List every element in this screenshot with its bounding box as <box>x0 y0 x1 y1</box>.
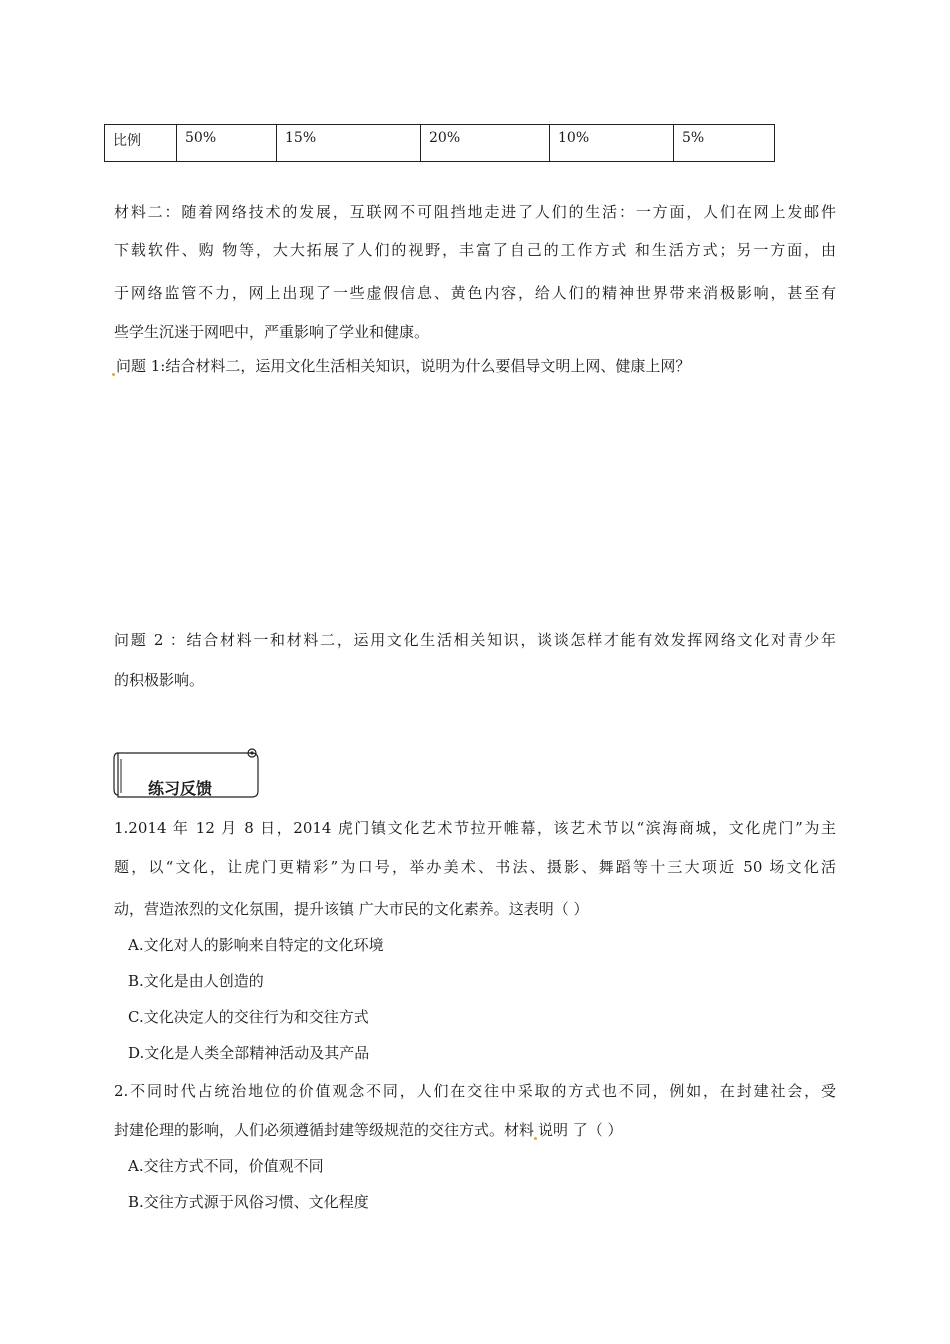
question1 <box>112 356 690 376</box>
q1-option-d: D.文化是人类全部精神活动及其产品 <box>128 1044 370 1062</box>
table-cell: 50% <box>177 125 277 162</box>
material2-line: 下载软件、购 物等，大大拓展了人们的视野，丰富了自己的工作方式 和生活方式；另一方面，由 <box>114 241 836 259</box>
table-cell: 20% <box>421 125 550 162</box>
table-cell-label: 比例 <box>105 125 177 162</box>
q2-option-b: B.交往方式源于风俗习惯、文化程度 <box>128 1193 369 1211</box>
ratio-table <box>104 124 775 162</box>
marker-dot-icon <box>534 1137 537 1140</box>
question2-line: 问题 2 ：结合材料一和材料二，运用文化生活相关知识，谈谈怎样才能有效发挥网络文化对青少年 <box>114 631 836 649</box>
q1-option-c: C.文化决定人的交往行为和交往方式 <box>128 1008 369 1026</box>
q2-line-text: 封建伦理的影响，人们必须遵循封建等级规范的交往方式。材料 <box>114 1121 535 1139</box>
q1-line: 动，营造浓烈的文化氛围，提升该镇 广大市民的文化素养。这表明（ ） <box>114 900 589 918</box>
q2-option-a: A.交往方式不同，价值观不同 <box>128 1157 324 1175</box>
question2-line: 的积极影响。 <box>114 671 205 689</box>
q2-line: 2.不同时代占统治地位的价值观念不同，人们在交往中采取的方式也不同，例如，在封建社会，受 <box>114 1082 836 1100</box>
table-cell: 10% <box>550 125 674 162</box>
marker-dot-icon <box>112 373 115 376</box>
q2-line-text: 说明 了（ ） <box>538 1121 623 1139</box>
material2-line: 材料二：随着网络技术的发展，互联网不可阻挡地走进了人们的生活：一方面，人们在网上发邮件 <box>114 203 836 221</box>
question1-text: 问题 1:结合材料二，运用文化生活相关知识，说明为什么要倡导文明上网、健康上网？ <box>116 357 691 375</box>
q1-line: 1.2014 年 12 月 8 日，2014 虎门镇文化艺术节拉开帷幕，该艺术节以“滨海商城，文化虎门”为主 <box>114 819 836 837</box>
section-title: 练习反馈 <box>148 779 213 798</box>
material2-line: 于网络监管不力，网上出现了一些虚假信息、黄色内容，给人们的精神世界带来消极影响，甚至有 <box>114 284 836 302</box>
material2-line: 些学生沉迷于网吧中，严重影响了学业和健康。 <box>114 323 430 341</box>
table-row <box>105 125 775 162</box>
q2-line <box>114 1120 623 1140</box>
q1-option-a: A.文化对人的影响来自特定的文化环境 <box>128 936 384 954</box>
q1-option-b: B.文化是由人创造的 <box>128 972 264 990</box>
q1-line: 题，以“文化，让虎门更精彩”为口号，举办美术、书法、摄影、舞蹈等十三大项近 50 场文化活 <box>114 858 836 876</box>
table-cell: 15% <box>277 125 421 162</box>
table-cell: 5% <box>674 125 775 162</box>
